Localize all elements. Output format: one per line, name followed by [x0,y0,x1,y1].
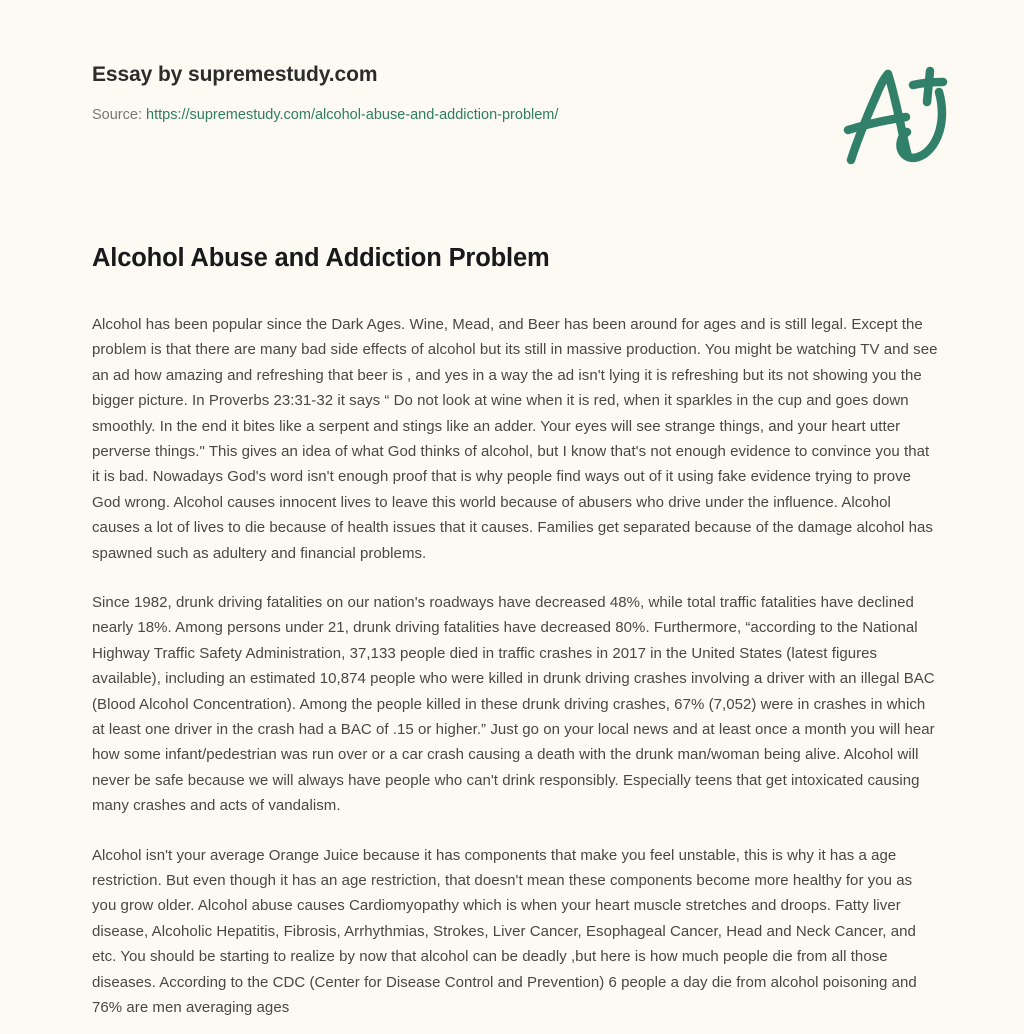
a-plus-logo-icon [834,52,954,182]
paragraph: Since 1982, drunk driving fatalities on our nation's roadways have decreased 48%, while total traffic fatalities have declined nearly 18%. Among persons under 21, drunk driving fatalities have decreased 80%. Furthermore, “according to the National Highway Traffic Safety Administration, 37,133 people died in traffic crashes in 2017 in the United States (latest figures available), including an estimated 10,874 people who were killed in drunk driving crashes involving a driver with an illegal BAC (Blood Alcohol Concentration). Among the people killed in these drunk driving crashes, 67% (7,052) were in crashes in which at least one driver in the crash had a BAC of .15 or higher.” Just go on your local news and at least once a month you will hear how some infant/pedestrian was run over or a car crash causing a death with the drunk man/woman being alive. Alcohol will never be safe because we will always have people who can't drink responsibly. Especially teens that get intoxicated causing many crashes and acts of vandalism. [92,593,935,815]
header-text-block [92,62,946,125]
page-title: Alcohol Abuse and Addiction Problem [92,244,550,272]
paragraph: Alcohol has been popular since the Dark Ages. Wine, Mead, and Beer has been around for ages and is still legal. Except the problem is that there are many bad side effects of alcohol but its still in massive production. You might be watching TV and see an ad how amazing and refreshing that beer is , and yes in a way the ad isn't lying it is refreshing but its not showing you the bigger picture. In Proverbs 23:31-32 it says “ Do not look at wine when it is red, when it sparkles in the cup and goes down smoothly. In the end it bites like a serpent and stings like an adder. Your eyes will see strange things, and your heart utter perverse things." This gives an idea of what God thinks of alcohol, but I know that's not enough evidence to convince you that it is bad. Nowadays God's word isn't enough proof that is why people find ways out of it using fake evidence trying to prove God wrong. Alcohol causes innocent lives to leave this world because of abusers who drive under the influence. Alcohol causes a lot of lives to die because of health issues that it causes. Families get separated because of the damage alcohol has spawned such as adultery and financial problems. [92,315,938,562]
source-url-link[interactable]: https://supremestudy.com/alcohol-abuse-and-addiction-problem/ [146,107,559,124]
source-label: Source: [92,107,142,124]
paragraph: Alcohol isn't your average Orange Juice because it has components that make you feel unstable, this is why it has a age restriction. But even though it has an age restriction, that doesn't mean these components become more healthy for you as you grow older. Alcohol abuse causes Cardiomyopathy which is when your heart muscle stretches and droops. Fatty liver disease, Alcoholic Hepatitis, Fibrosis, Arrhythmias, Strokes, Liver Cancer, Esophageal Cancer, Head and Neck Cancer, and etc. You should be starting to realize by now that alcohol can be deadly ,but here is how much people die from all those diseases. According to the CDC (Center for Disease Control and Prevention) 6 people a day die from alcohol poisoning and 76% are men averaging ages [92,846,917,1017]
article [92,243,940,1020]
article-body [92,312,940,1021]
brand-title: Essay by supremestudy.com [92,63,378,86]
source-line [92,106,946,125]
